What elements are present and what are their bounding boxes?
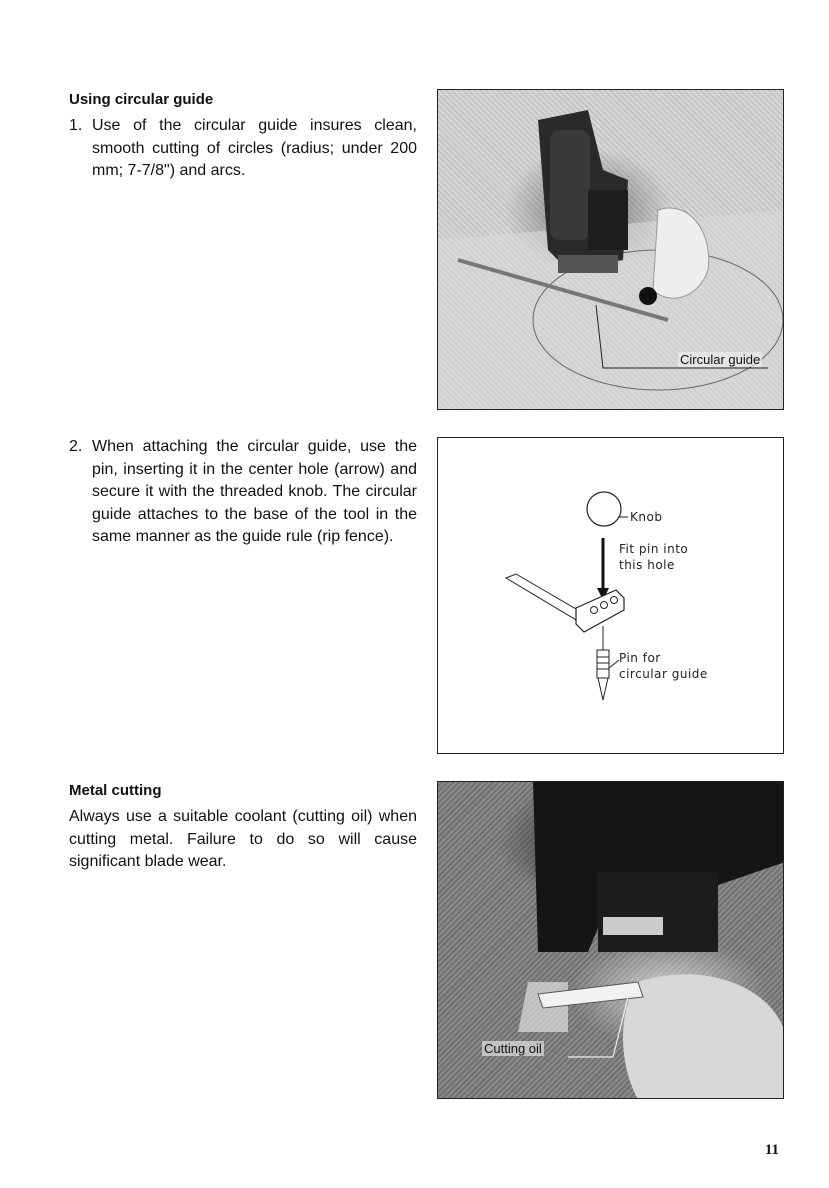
circular-guide-heading: Using circular guide	[69, 91, 214, 108]
metal-cutting-heading: Metal cutting	[69, 782, 162, 799]
hole-label-line1: Fit pin into	[619, 542, 689, 556]
cutting-oil-photo	[437, 781, 784, 1099]
pin-label-line1: Pin for	[619, 651, 661, 665]
hole-label-line2: this hole	[619, 558, 675, 572]
item-2-number: 2.	[69, 438, 83, 455]
item-1-text: Use of the circular guide insures clean, smooth cutting of circles (radius; under 200 mm; 7-7/8") and arcs.	[92, 117, 417, 180]
instruction-item-1	[69, 115, 417, 183]
pin-label-line2: circular guide	[619, 667, 708, 681]
circular-guide-label: Circular guide	[680, 352, 761, 367]
metal-cutting-text: Always use a suitable coolant (cutting oil) when cutting metal. Failure to do so will cause significant blade wear.	[69, 808, 417, 871]
guide-bar-shape	[506, 574, 624, 632]
circular-guide-photo	[437, 89, 784, 410]
knob-label: Knob	[630, 510, 663, 524]
pin-knob-diagram-drawing	[438, 438, 784, 754]
item-1-number: 1.	[69, 117, 83, 134]
cutting-oil-label: Cutting oil	[484, 1041, 542, 1056]
instruction-item-2	[69, 436, 417, 549]
pin-knob-diagram	[437, 437, 784, 754]
knob-shape	[587, 492, 621, 526]
pin-shape	[597, 650, 609, 700]
page-number: 11	[764, 1142, 779, 1158]
item-2-text: When attaching the circular guide, use the pin, inserting it in the center hole (arrow) and secure it with the threaded knob. The circular guide attaches to the base of the tool in the same manner as the guide rule (rip fence).	[92, 438, 417, 546]
